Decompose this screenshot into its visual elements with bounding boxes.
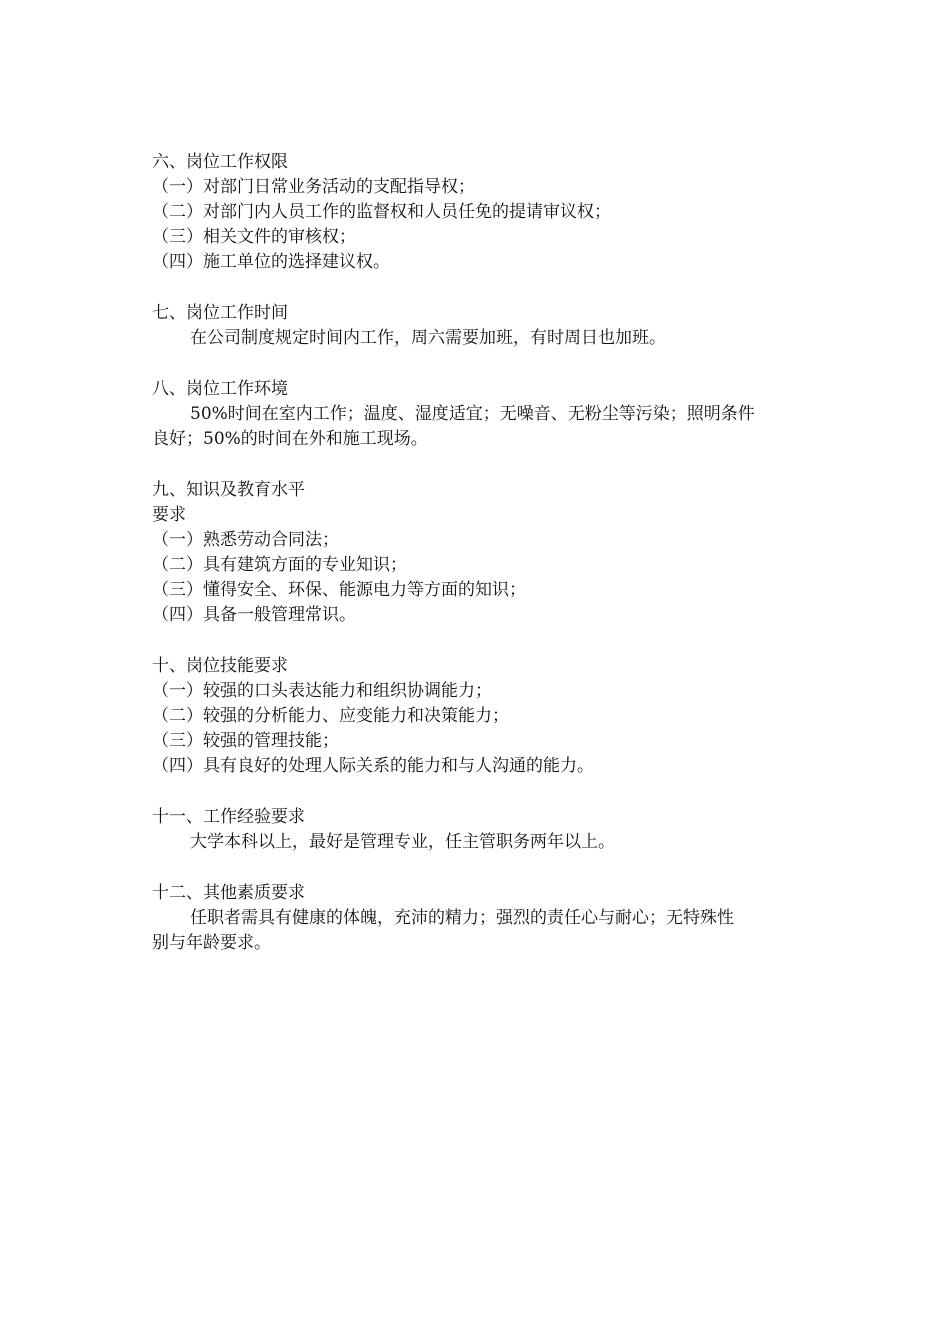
section-experience <box>152 805 822 855</box>
list-item: （二）具有建筑方面的专业知识； <box>152 555 407 575</box>
section-heading: 十一、工作经验要求 <box>152 807 305 827</box>
section-authority <box>152 150 822 275</box>
section-paragraph-line: 50%时间在室内工作；温度、湿度适宜；无噪音、无粉尘等污染；照明条件 <box>190 404 755 424</box>
section-heading: 八、岗位工作环境 <box>152 379 288 399</box>
section-heading: 十二、其他素质要求 <box>152 883 305 903</box>
section-heading: 十、岗位技能要求 <box>152 656 288 676</box>
section-other-qualities <box>152 881 822 956</box>
section-heading: 七、岗位工作时间 <box>152 303 288 323</box>
section-paragraph-line: 别与年龄要求。 <box>152 933 271 953</box>
section-paragraph-line: 良好；50%的时间在外和施工现场。 <box>152 429 428 449</box>
section-heading: 九、知识及教育水平 <box>152 480 305 500</box>
list-item: （四）具备一般管理常识。 <box>152 605 356 625</box>
section-paragraph: 在公司制度规定时间内工作，周六需要加班，有时周日也加班。 <box>190 328 666 348</box>
section-work-environment <box>152 377 822 452</box>
section-work-time <box>152 301 822 351</box>
section-paragraph-line: 任职者需具有健康的体魄，充沛的精力；强烈的责任心与耐心；无特殊性 <box>190 908 734 928</box>
list-item: （二）对部门内人员工作的监督权和人员任免的提请审议权； <box>152 202 611 222</box>
list-item: （四）具有良好的处理人际关系的能力和与人沟通的能力。 <box>152 756 594 776</box>
section-skills <box>152 654 822 779</box>
list-item: （三）懂得安全、环保、能源电力等方面的知识； <box>152 580 526 600</box>
list-item: （一）较强的口头表达能力和组织协调能力； <box>152 681 492 701</box>
list-item: （一）熟悉劳动合同法； <box>152 530 339 550</box>
section-paragraph: 大学本科以上，最好是管理专业，任主管职务两年以上。 <box>190 832 615 852</box>
list-item: （三）较强的管理技能； <box>152 731 339 751</box>
list-item: （四）施工单位的选择建议权。 <box>152 252 390 272</box>
list-item: （一）对部门日常业务活动的支配指导权； <box>152 177 475 197</box>
list-item: （三）相关文件的审核权； <box>152 227 356 247</box>
document-page <box>152 150 822 982</box>
section-heading: 六、岗位工作权限 <box>152 152 288 172</box>
section-education <box>152 478 822 628</box>
section-subheading: 要求 <box>152 505 186 525</box>
list-item: （二）较强的分析能力、应变能力和决策能力； <box>152 706 509 726</box>
